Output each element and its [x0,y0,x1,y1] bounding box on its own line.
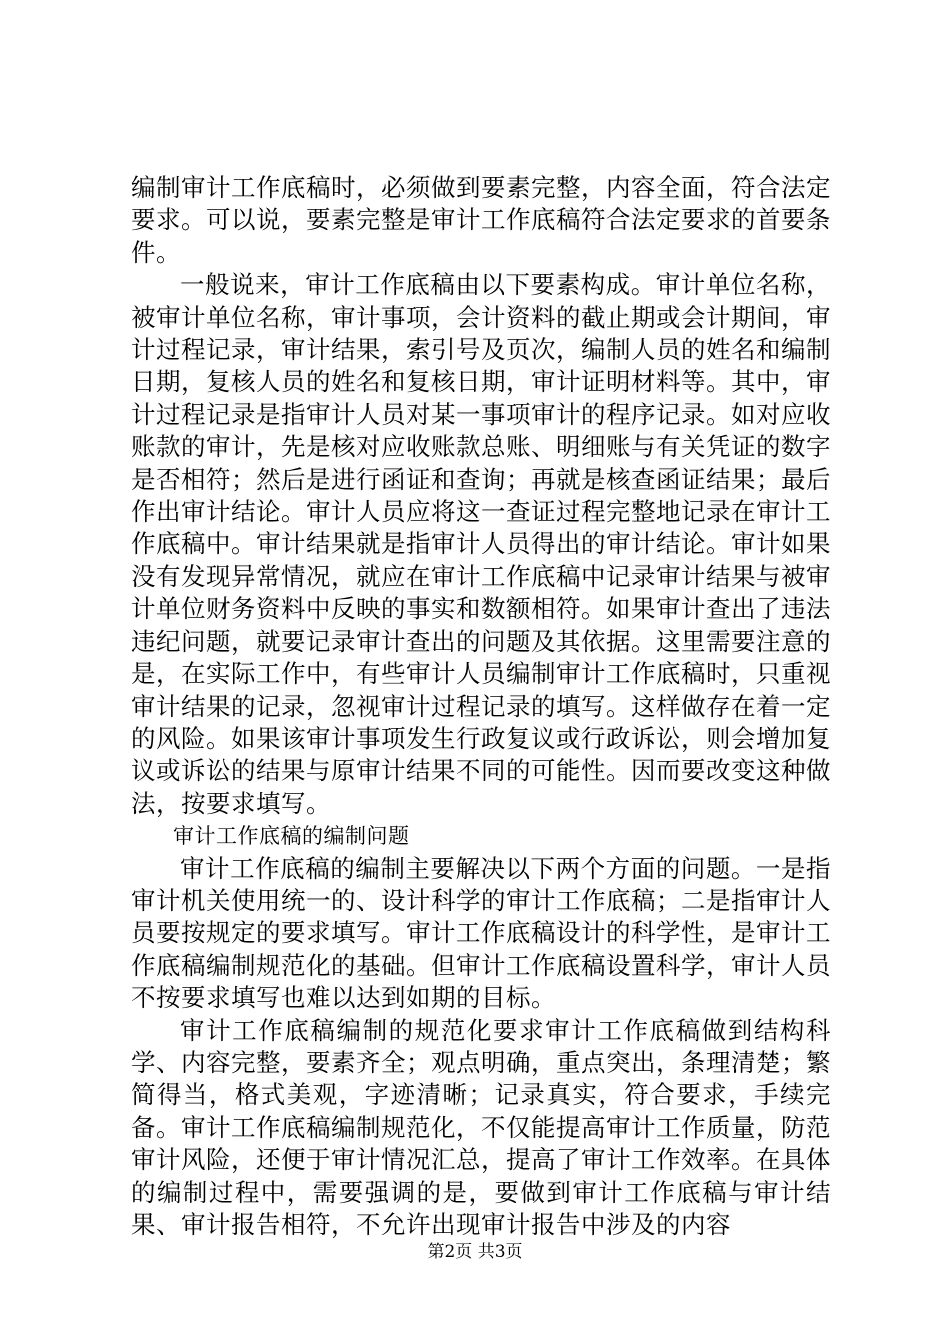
paragraph-3: 审计工作底稿的编制主要解决以下两个方面的问题。一是指审计机关使用统一的、设计科学的审计工作底稿；二是指审计人员要按规定的要求填写。审计工作底稿设计的科学性，是审计工作底稿编制规范化的基础。但审计工作底稿设置科学，审计人员不按要求填写也难以达到如期的目标。 [131,853,831,1013]
paragraph-1: 编制审计工作底稿时，必须做到要素完整，内容全面，符合法定要求。可以说，要素完整是审计工作底稿符合法定要求的首要条件。 [131,173,831,267]
paragraph-2: 一般说来，审计工作底稿由以下要素构成。审计单位名称，被审计单位名称，审计事项，会计资料的截止期或会计期间，审计过程记录，审计结果，索引号及页次，编制人员的姓名和编制日期，复核人员的姓名和复核日期，审计证明材料等。其中，审计过程记录是指审计人员对某一事项审计的程序记录。如对应收账款的审计，先是核对应收账款总账、明细账与有关凭证的数字是否相符；然后是进行函证和查询；再就是核查函证结果；最后作出审计结论。审计人员应将这一查证过程完整地记录在审计工作底稿中。审计结果就是指审计人员得出的审计结论。审计如果没有发现异常情况，就应在审计工作底稿中记录审计结果与被审计单位财务资料中反映的事实和数额相符。如果审计查出了违法违纪问题，就要记录审计查出的问题及其依据。这里需要注意的是，在实际工作中，有些审计人员编制审计工作底稿时，只重视审计结果的记录，忽视审计过程记录的填写。这样做存在着一定的风险。如果该审计事项发生行政复议或行政诉讼，则会增加复议或诉讼的结果与原审计结果不同的可能性。因而要改变这种做法，按要求填写。 [131,270,831,818]
paragraph-4: 审计工作底稿编制的规范化要求审计工作底稿做到结构科学、内容完整，要素齐全；观点明确，重点突出，条理清楚；繁简得当，格式美观，字迹清晰；记录真实，符合要求，手续完备。审计工作底稿编制规范化，不仅能提高审计工作质量，防范审计风险，还便于审计情况汇总，提高了审计工作效率。在具体的编制过程中，需要强调的是，要做到审计工作底稿与审计结果、审计报告相符，不允许出现审计报告中涉及的内容 [131,1015,831,1239]
section-heading: 审计工作底稿的编制问题 [173,824,410,849]
document-body [131,172,831,1241]
page-footer: 第2页 共3页 [427,1242,523,1262]
